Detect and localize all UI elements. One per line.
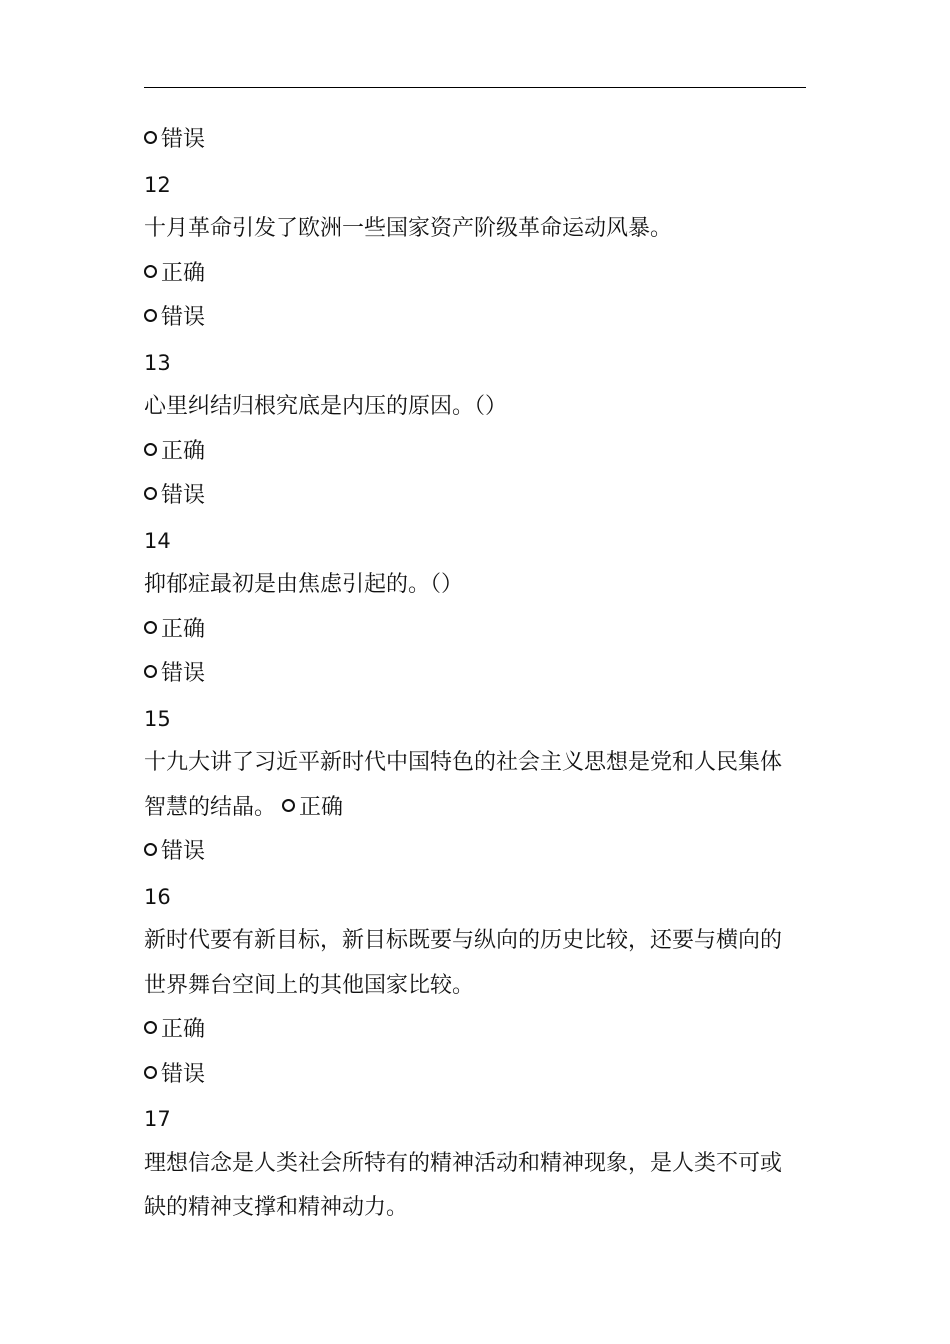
question-number: 16 [144, 884, 171, 909]
option-wrong[interactable]: 错误 [144, 300, 806, 345]
option-wrong[interactable]: 错误 [144, 122, 806, 167]
radio-circle-icon[interactable] [144, 665, 157, 678]
question-text: 心里纠结归根究底是内压的原因。（） [144, 394, 508, 419]
header-rule [144, 87, 806, 88]
question-text-continued: 世界舞台空间上的其他国家比较。 [144, 972, 475, 998]
option-wrong[interactable]: 错误 [144, 656, 806, 701]
radio-circle-icon[interactable] [144, 843, 157, 856]
radio-circle-icon[interactable] [144, 265, 157, 278]
option-correct[interactable]: 正确 [144, 434, 806, 479]
question-number: 17 [144, 1107, 171, 1131]
question-text: 理想信念是人类社会所特有的精神活动和精神现象，是人类不可或 [144, 1150, 783, 1176]
option-correct[interactable]: 正确 [144, 256, 806, 301]
radio-circle-icon[interactable] [144, 621, 157, 634]
question-number: 12 [144, 172, 171, 197]
radio-circle-icon[interactable] [144, 443, 157, 456]
radio-circle-icon[interactable] [144, 131, 157, 144]
question-text-continued: 智慧的结晶。 正确 [144, 794, 344, 820]
question-number: 15 [144, 706, 171, 731]
option-correct[interactable]: 正确 [144, 1012, 806, 1057]
question-text: 抑郁症最初是由焦虑引起的。（） [144, 572, 464, 597]
option-wrong[interactable]: 错误 [144, 478, 806, 523]
radio-circle-icon[interactable] [144, 487, 157, 500]
question-text: 新时代要有新目标，新目标既要与纵向的历史比较，还要与横向的 [144, 928, 783, 953]
question-text-continued: 缺的精神支撑和精神动力。 [144, 1195, 409, 1220]
question-text: 十月革命引发了欧洲一些国家资产阶级革命运动风暴。 [144, 216, 673, 241]
option-correct[interactable]: 正确 [282, 795, 343, 820]
radio-circle-icon[interactable] [144, 309, 157, 322]
radio-circle-icon[interactable] [144, 1021, 157, 1034]
question-number: 13 [144, 350, 171, 375]
radio-circle-icon[interactable] [282, 799, 295, 812]
radio-circle-icon[interactable] [144, 1066, 157, 1079]
option-correct[interactable]: 正确 [144, 612, 806, 657]
option-wrong[interactable]: 错误 [144, 834, 806, 879]
option-wrong[interactable]: 错误 [144, 1057, 806, 1102]
question-number: 14 [144, 528, 171, 553]
question-text: 十九大讲了习近平新时代中国特色的社会主义思想是党和人民集体 [144, 750, 783, 775]
quiz-content [144, 122, 806, 1235]
